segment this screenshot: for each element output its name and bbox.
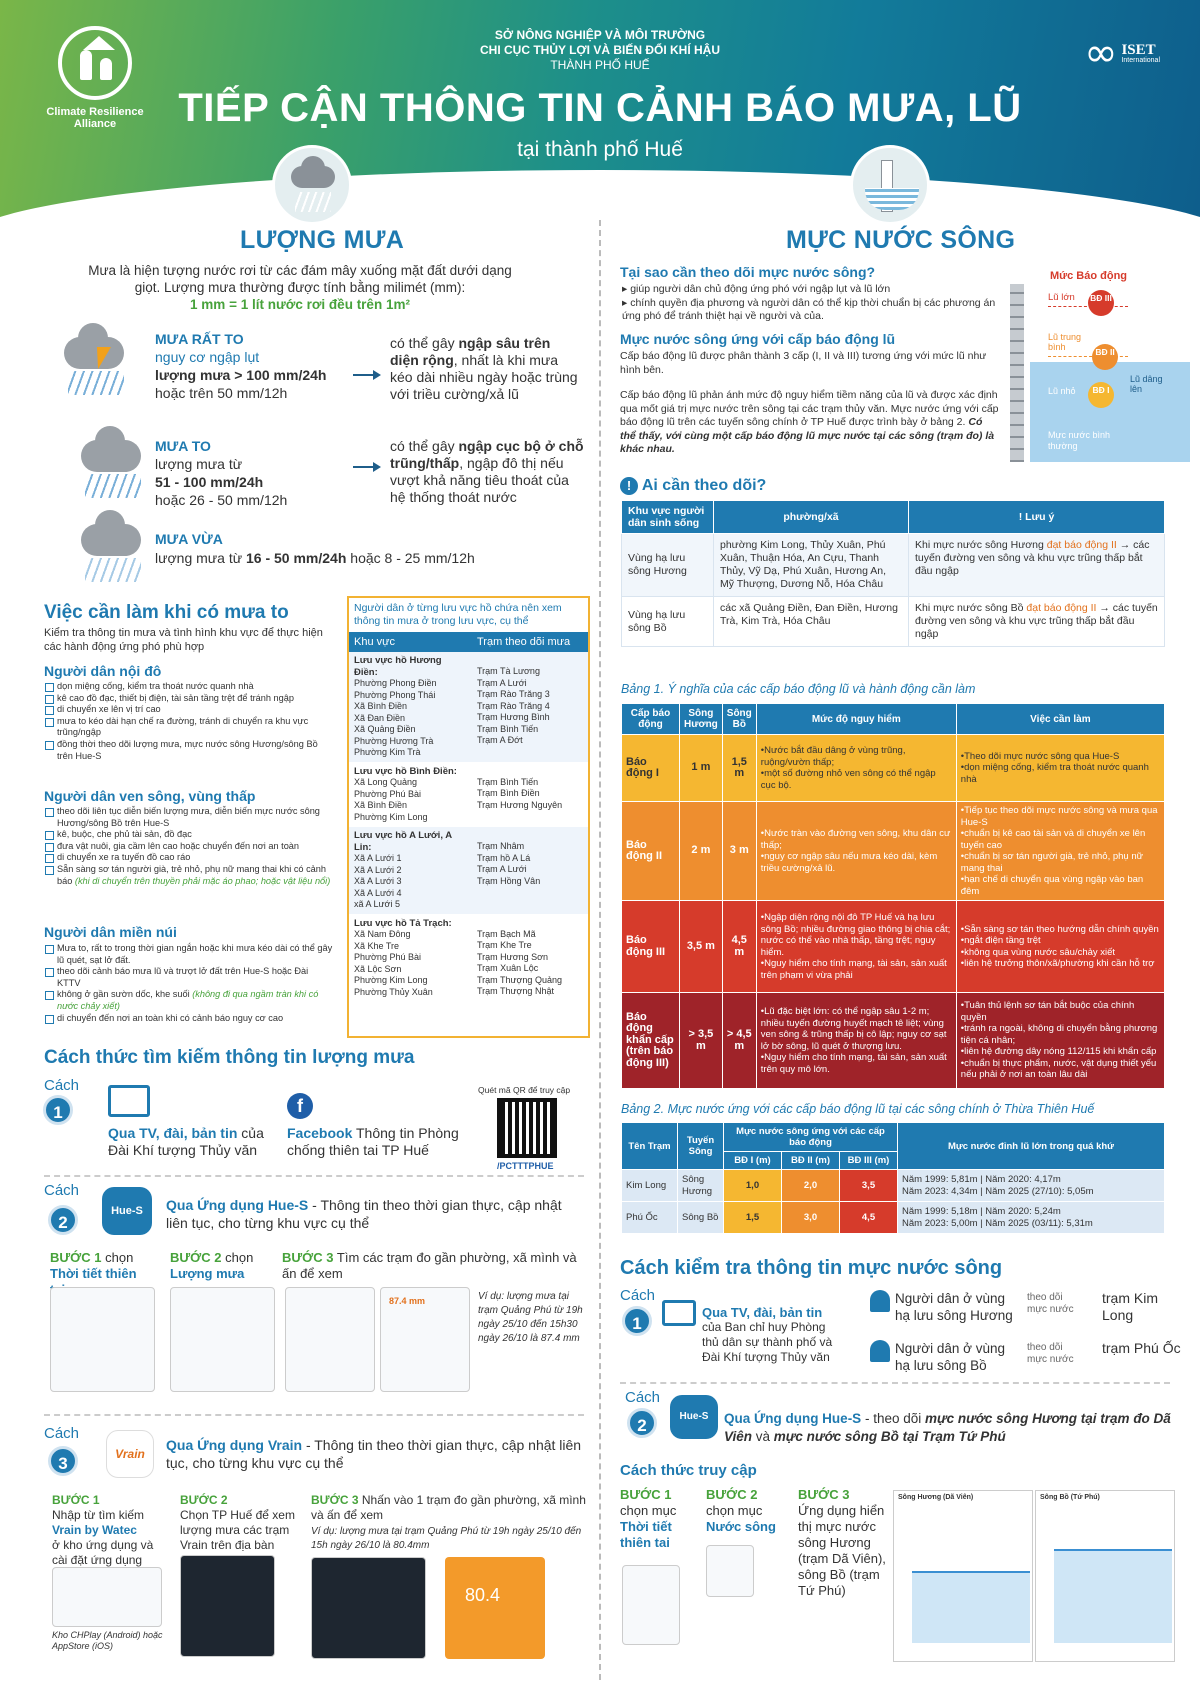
hue-s-screen-1 bbox=[50, 1287, 155, 1392]
table-row: Báo động khẩn cấp (trên báo động III) > 3,5 m > 4,5 m •Lũ đặc biệt lớn: có thể ngập sâu 1-2 m; nhiều tuyến đường huyết mạch tê liệt; vùng ven sông & trũng thấp bị cô lập; nguy cơ sạt lở bờ sông, lũ quét ở thượng lưu. •Nguy hiểm cho tính mạng, tài sản, sản xuất trên quy mô lớn. •Tuân thủ lệnh sơ tán bắt buộc của chính quyền •tránh ra ngoài, không di chuyển bằng phương tiện cá nhân; •liên hệ đường dây nóng 112/115 khi khẩn cấp •chuẩn bị thực phẩm, nước, vật dụng thiết yếu nếu phải ở nơi an toàn lâu dài bbox=[622, 993, 1165, 1089]
vrain-store-screen bbox=[52, 1567, 162, 1627]
m3-step-3: BƯỚC 3 Nhấn vào 1 trạm đo gần phường, xã mình và ấn để xem Ví dụ: lượng mưa tại trạm Quảng Phú từ 19h ngày 25/10 đến 15h ngày 26/10 là 80.4mm bbox=[311, 1493, 586, 1551]
river-method-2: Qua Ứng dụng Hue-S - theo dõi mực nước sông Hương tại trạm đo Dã Viên và mực nước sông Bồ tại Trạm Tứ Phú bbox=[724, 1411, 1171, 1444]
method-3-desc: Qua Ứng dụng Vrain - Thông tin theo thời gian thực, cập nhật liên tục, cho từng khu vực cụ thể bbox=[166, 1437, 582, 1471]
group-mountain-title: Người dân miền núi bbox=[44, 924, 177, 940]
m2-step-1: BƯỚC 1 chọn Thời tiết thiên bbox=[50, 1250, 137, 1281]
todo-title: Việc cần làm khi có mưa to bbox=[44, 602, 289, 623]
river-step-3: BƯỚC 3 Ứng dụng hiển thị mực nước sông Hương (trạm Dã Viên), sông Bồ (trạm Tứ Phú) bbox=[798, 1487, 886, 1598]
hue-s-screen-2 bbox=[170, 1287, 275, 1392]
station-level-table: Tên Trạm Tuyến Sông Mực nước sông ứng với các cấp báo động Mực nước đỉnh lũ lớn trong quá khứ BĐ I (m) BĐ II (m) BĐ III (m) Kim Long Sông Hương 1,0 2,0 3,5 Năm 1999: 5,81m | Năm 2020: 4,17m Năm 2023: 4,34m | Năm 2025 (27/10): 5,05m Phú Ốc Sông Bồ 1,5 3,0 4,5 Năm 1999: 5,18m | Năm 2020: 5,24m Năm 2023: 5,00m | Năm 2025 (03/11): 5,31m bbox=[621, 1122, 1165, 1234]
group-urban-title: Người dân nội đô bbox=[44, 663, 162, 679]
column-divider bbox=[599, 220, 601, 1680]
moderate-rain-icon bbox=[75, 520, 145, 585]
basin-stations-box: Người dân ở từng lưu vực hồ chứa nên xem thông tin mưa ở trong lưu vực, cụ thể Khu vực Trạm theo dõi mưa Lưu vực hồ Hương Điền: Phường Phong Điền Phường Phong Thái Xã Bình Điền Xã Đan Điền Xã Quảng Điền Phường Hương Trà Phường Kim Trà Trạm Tà Lương Trạm A Lưới Trạm Rào Trăng 3 Trạm Rào Trăng 4 Trạm Hương Bình Trạm Bình Tiến Trạm A Đớt Lưu vực hồ Bình Điền: Xã Long Quảng Phường Phú Bài Xã Bình Điền Phường Kim Long Trạm Bình Tiến Trạm Bình Điền Trạm Hương Nguyên Lưu vực hồ A Lưới, A Lin: Xã A Lưới 1 Xã A Lưới 2 Xã A Lưới 3 Xã A Lưới 4 xã A Lưới 5 Trạm Nhâm Trạm hồ A Lá Trạm A Lưới Trạm Hồng Vân Lưu vực hồ Tả Trạch: Xã Nam Đông Xã Khe Tre Phường Phú Bài Xã Lộc Sơn Phường Kim Long Phường Thủy Xuân Trạm Bạch Mã Trạm Khe Tre Trạm Hương Sơn Trạm Xuân Lộc Trạm Thượng Quảng Trạm Thượng Nhật bbox=[347, 596, 590, 1038]
tv-icon bbox=[108, 1085, 150, 1117]
table-row: Kim Long Sông Hương 1,0 2,0 3,5 Năm 1999: 5,81m | Năm 2020: 4,17m Năm 2023: 4,34m | Năm 2025 (27/10): 5,05m bbox=[622, 1170, 1165, 1202]
table-row: Báo động I 1 m 1,5 m •Nước bắt đầu dâng ở vùng trũng, ruộng/vườn thấp; •một số đường nhỏ ven sông có thể ngập cục bộ. •Theo dõi mực nước sông qua Hue-S •dọn miệng cống, kiểm tra thoát nước quanh nhà bbox=[622, 735, 1165, 802]
m3-step-1: BƯỚC 1 Nhập từ tìm kiếm Vrain by Watec ở kho ứng dụng và cài đặt ứng dụng bbox=[52, 1493, 154, 1567]
table-row: Báo động II 2 m 3 m •Nước tràn vào đường ven sông, khu dân cư thấp; •nguy cơ ngập sâu nếu mưa kéo dài, kèm triều cường/xả lũ. •Tiếp tục theo dõi mực nước sông và mưa qua Hue-S •chuẩn bị kê cao tài sản và di chuyển xe lên tuyến cao •chuẩn bị sơ tán người già, trẻ nhỏ, phụ nữ mang thai •hạn chế di chuyển qua vùng ngập vào ban đêm bbox=[622, 802, 1165, 901]
river-step-1: BƯỚC 1 chọn mục Thời tiết thiên tai bbox=[620, 1487, 677, 1550]
vrain-screen-3 bbox=[311, 1557, 426, 1659]
climate-resilience-logo: Climate Resilience Alliance bbox=[40, 26, 150, 130]
hue-s-weather-tile bbox=[622, 1565, 680, 1645]
group-riverside-list: theo dõi liên tục diễn biến lượng mưa, diễn biến mực nước sông Hương/sông Bồ trên Hue-S kê, buộc, che phủ tài sản, đồ đạc đưa vật nuôi, gia cầm lên cao hoặc chuyển đến nơi an toàn di chuyển xe ra tuyến đồ cao ráo Sẵn sàng sơ tán người già, trẻ nhỏ, phụ nữ mang thai khi có cảnh báo (khi di chuyển trên thuyền phải mặc áo phao; hoặc vật liệu nổi) bbox=[44, 806, 334, 887]
m2-step-3: BƯỚC 3 Tìm các trạm đo gần phường, xã mình và ấn để xem bbox=[282, 1250, 577, 1281]
why-title: Tại sao cần theo dõi mực nước sông? bbox=[620, 264, 876, 280]
river-method-1: Qua TV, đài, bản tin của Ban chỉ huy Phòng thủ dân sự thành phố và Đài Khí tượng Thủy văn bbox=[702, 1305, 833, 1364]
hue-s-app-icon[interactable]: Hue-S bbox=[670, 1395, 718, 1439]
chart-bo-river: Sông Bồ (Tứ Phú) bbox=[1035, 1490, 1175, 1662]
river-method-1-badge: 1 bbox=[622, 1306, 652, 1336]
rain-intro: Mưa là hiện tượng nước rơi từ các đám mây xuống mặt đất dưới dạng giọt. Lượng mưa thường được tính bằng milimét (mm): 1 mm = 1 lít nước rơi đều trên 1m² bbox=[88, 263, 512, 312]
iset-logo: ∞ ISET International bbox=[1084, 30, 1160, 76]
page-subtitle: tại thành phố Huế bbox=[517, 138, 683, 161]
alarm-desc: Cấp báo động lũ phản ánh mức độ nguy hiểm tiềm năng của lũ và được xác định qua mốt giá trị mực nước trên sông tại các trạm thủy văn. Mực nước ứng với cấp báo động lũ trên các tuyến sông chính ở TP Huế được trình bày ở bảng 2. Có thể thấy, với cùng một cấp báo động lũ mực nước tại các sông (trạm đo) là khác nhau. bbox=[620, 389, 999, 455]
organization-name: SỞ NÔNG NGHIỆP VÀ MÔI TRƯỜNG CHI CỤC THỦY LỢI VÀ BIẾN ĐỔI KHÍ HẬU THÀNH PHỐ HUẾ bbox=[479, 28, 721, 72]
hue-s-screen-4: 87.4 mm bbox=[380, 1287, 470, 1392]
person-icon bbox=[870, 1290, 890, 1312]
tv-icon bbox=[662, 1300, 696, 1326]
rain-level-moderate: MƯA VỪA lượng mưa từ 16 - 50 mm/24h hoặc 8 - 25 mm/12h bbox=[155, 531, 475, 566]
vrain-screen-4: 80.4 bbox=[445, 1557, 545, 1659]
group-mountain-list: Mưa to, rất to trong thời gian ngắn hoặc khi mưa kéo dài có thể gây lũ quét, sạt lở đất. theo dõi cảnh báo mưa lũ và trượt lở đất trên Hue-S hoặc Đài KTTV không ở gần sườn dốc, khe suối (không đi qua ngầm tràn khi có nước chảy xiết) di chuyển đến nơi an toàn khi có cảnh báo nguy cơ cao bbox=[44, 943, 334, 1024]
info-icon: ! bbox=[620, 477, 638, 495]
why-list: ▸ giúp người dân chủ động ứng phó với ngập lụt và lũ lớn ▸ chính quyền địa phương và người dân có thể kịp thời chuẩn bị các phương án ứng phó để tránh thiệt hại về người và của. bbox=[622, 283, 996, 322]
water-gauge-icon bbox=[850, 145, 930, 225]
header-banner bbox=[0, 0, 1200, 218]
hue-s-river-tile bbox=[706, 1545, 754, 1597]
rain-cloud-icon bbox=[272, 145, 352, 225]
hue-s-app-icon[interactable]: Hue-S bbox=[102, 1187, 152, 1235]
m3-step-2: BƯỚC 2 Chọn TP Huế để xem lượng mưa các trạm Vrain trên địa bàn bbox=[180, 1493, 295, 1552]
rain-level-heavy: MƯA TO lượng mưa từ 51 - 100 mm/24h hoặc 26 - 50 mm/12h bbox=[155, 438, 288, 508]
river-step-2: BƯỚC 2 chọn mục Nước sông bbox=[706, 1487, 776, 1534]
rain-level-heavy-effect: có thể gây ngập cục bộ ở chỗ trũng/thấp, ngập đô thị nếu vượt khả năng tiêu thoát của hệ thống thoát nước bbox=[390, 438, 584, 505]
river-section-title: MỰC NƯỚC SÔNG bbox=[786, 226, 1016, 254]
facebook-icon[interactable]: f bbox=[287, 1093, 313, 1119]
alarm-action-table: Cấp báo động Sông Hương Sông Bồ Mức độ nguy hiểm Việc cần làm Báo động I 1 m 1,5 m •Nước bắt đầu dâng ở vùng trũng, ruộng/vườn thấp; •một số đường nhỏ ven sông có thể ngập cục bộ. •Theo dõi mực nước sông qua Hue-S •dọn miệng cống, kiểm tra thoát nước quanh nhà Báo động II 2 m 3 m •Nước tràn vào đường ven sông, khu dân cư thấp; •nguy cơ ngập sâu nếu mưa kéo dài, kèm triều cường/xả lũ. •Tiếp tục theo dõi mực nước sông và mưa qua Hue-S •chuẩn bị kê cao tài sản và di chuyển xe lên tuyến cao •chuẩn bị sơ tán người già, trẻ nhỏ, phụ nữ mang thai •hạn chế di chuyển qua vùng ngập vào ban đêm Báo động III 3,5 m 4,5 m •Ngập diện rộng nội đô TP Huế và hạ lưu sông Bồ; nhiều đường giao thông bị chia cắt; nước có thể vào nhà thấp, tầng trệt; nguy hiểm. •Nguy hiểm cho tính mạng, tài sản, sản xuất trên phạm vi vừa phải •Sẵn sàng sơ tán theo hướng dẫn chính quyền •ngắt điện tầng trệt •không qua vùng nước sâu/chảy xiết •liên hệ trưởng thôn/xã/phường khi cần hỗ trợ Báo động khẩn cấp (trên báo động III) > 3,5 m > 4,5 m •Lũ đặc biệt lớn: có thể ngập sâu 1-2 m; nhiều tuyến đường huyết mạch tê liệt; vùng ven sông & trũng thấp bị cô lập; nguy cơ sạt lở bờ sông, lũ quét ở thượng lưu. •Nguy hiểm cho tính mạng, tài sản, sản xuất trên quy mô lớn. •Tuân thủ lệnh sơ tán bắt buộc của chính quyền •tránh ra ngoài, không di chuyển bằng phương tiện cá nhân; •liên hệ đường dây nóng 112/115 khi khẩn cấp •chuẩn bị thực phẩm, nước, vật dụng thiết yếu nếu phải ở nơi an toàn lâu dài bbox=[621, 703, 1165, 1089]
m2-step-2: BƯỚC 2 chọn Lượng mưa bbox=[170, 1250, 254, 1281]
rain-section-title: LƯỢNG MƯA bbox=[240, 226, 405, 254]
heavy-rain-icon bbox=[75, 436, 145, 501]
basin-table bbox=[349, 652, 588, 1002]
table-row: Vùng hạ lưu sông Bồ các xã Quảng Điền, Đan Điền, Hương Trà, Kim Trà, Hóa Châu Khi mực nước sông Bồ đạt báo động II → các tuyến đường ven sông và khu vực trũng thấp bắt đầu ngập bbox=[622, 597, 1165, 647]
method-1-badge: 1 bbox=[43, 1095, 73, 1125]
group-riverside-title: Người dân ven sông, vùng thấp bbox=[44, 788, 256, 804]
table-row: Phú Ốc Sông Bồ 1,5 3,0 4,5 Năm 1999: 5,18m | Năm 2020: 5,24m Năm 2023: 5,00m | Năm 2025 (03/11): 5,31m bbox=[622, 1202, 1165, 1234]
vrain-app-icon[interactable]: Vrain bbox=[106, 1430, 154, 1478]
flood-level-gauge: Mức Báo động Lũ lớn BĐ III Lũ trung bình BĐ II Lũ nhỏ BĐ I Lũ dâng lên Mực nước bình thường bbox=[1010, 270, 1190, 462]
method-1-tv: Qua TV, đài, bản tin của Đài Khí tượng Thủy văn bbox=[108, 1125, 264, 1158]
who-title: ! Ai cần theo dõi? bbox=[620, 477, 766, 495]
m2-example: Ví dụ: lượng mưa tại trạm Quảng Phú từ 19h ngày 25/10 đến 15h30 ngày 26/10 là 87.4 mm bbox=[478, 1291, 583, 1344]
page-title: TIẾP CẬN THÔNG TIN CẢNH BÁO MƯA, LŨ bbox=[178, 86, 1022, 130]
table-row: Báo động III 3,5 m 4,5 m •Ngập diện rộng nội đô TP Huế và hạ lưu sông Bồ; nhiều đường giao thông bị chia cắt; nước có thể vào nhà thấp, tầng trệt; nguy hiểm. •Nguy hiểm cho tính mạng, tài sản, sản xuất trên phạm vi vừa phải •Sẵn sàng sơ tán theo hướng dẫn chính quyền •ngắt điện tầng trệt •không qua vùng nước sâu/chảy xiết •liên hệ trưởng thôn/xã/phường khi cần hỗ trợ bbox=[622, 901, 1165, 993]
rain-level-very-heavy-effect: có thể gây ngập sâu trên diện rộng, nhất là khi mưa kéo dài nhiều ngày hoặc trùng với triều cường/xả lũ bbox=[390, 335, 578, 402]
rain-level-very-heavy: MƯA RẤT TO nguy cơ ngập lụt lượng mưa > 100 mm/24h hoặc trên 50 mm/12h bbox=[155, 331, 327, 401]
basin-row: Lưu vực hồ Hương Điền: Phường Phong Điền Phường Phong Thái Xã Bình Điền Xã Đan Điền Xã Quảng Điền Phường Hương Trà Phường Kim Trà Trạm Tà Lương Trạm A Lưới Trạm Rào Trăng 3 Trạm Rào Trăng 4 Trạm Hương Bình Trạm Bình Tiến Trạm A Đớt bbox=[349, 652, 588, 763]
vrain-screen-2 bbox=[180, 1555, 275, 1657]
alarm-title: Mực nước sông ứng với cấp báo động lũ bbox=[620, 331, 896, 347]
check-title: Cách kiểm tra thông tin mực nước sông bbox=[620, 1257, 1003, 1279]
chart-huong-river: Sông Hương (Dã Viên) bbox=[893, 1490, 1033, 1662]
todo-desc: Kiểm tra thông tin mưa và tình hình khu vực để thực hiện các hành động ứng phó phù hợp bbox=[44, 627, 323, 653]
search-title: Cách thức tìm kiếm thông tin lượng mưa bbox=[44, 1047, 415, 1068]
who-table: Khu vực người dân sinh sống phường/xã ! Lưu ý Vùng hạ lưu sông Hương phường Kim Long, Thủy Xuân, Phú Xuân, Thuận Hóa, An Cựu, Thanh Thủy, Vỹ Dạ, Phú Xuân, Hương An, Mỹ Thượng, Dương Nỗ, Hóa Châu Khi mực nước sông Hương đạt báo động II → các tuyến đường ven sông và khu vực trũng thấp bắt đầu ngập Vùng hạ lưu sông Bồ các xã Quảng Điền, Đan Điền, Hương Trà, Kim Trà, Hóa Châu Khi mực nước sông Bồ đạt báo động II → các tuyến đường ven sông và khu vực trũng thấp bắt đầu ngập bbox=[621, 500, 1165, 647]
table-row: Vùng hạ lưu sông Hương phường Kim Long, Thủy Xuân, Phú Xuân, Thuận Hóa, An Cựu, Thanh Thủy, Vỹ Dạ, Phú Xuân, Hương An, Mỹ Thượng, Dương Nỗ, Hóa Châu Khi mực nước sông Hương đạt báo động II → các tuyến đường ven sông và khu vực trũng thấp bắt đầu ngập bbox=[622, 534, 1165, 597]
method-1-facebook: Facebook Thông tin Phòng chống thiên tai TP Huế bbox=[287, 1125, 459, 1158]
heavy-rain-storm-icon bbox=[58, 333, 128, 398]
basin-row: Lưu vực hồ A Lưới, A Lin: Xã A Lưới 1 Xã A Lưới 2 Xã A Lưới 3 Xã A Lưới 4 xã A Lưới 5 Trạm Nhâm Trạm hồ A Lá Trạm A Lưới Trạm Hồng Vân bbox=[349, 827, 588, 915]
person-icon bbox=[870, 1340, 890, 1362]
hue-s-screen-3 bbox=[285, 1287, 375, 1392]
qr-code[interactable] bbox=[497, 1098, 557, 1158]
method-2-desc: Qua Ứng dụng Hue-S - Thông tin theo thời gian thực, cập nhật liên tục, cho từng khu vực cụ thể bbox=[166, 1197, 562, 1231]
method-2-badge: 2 bbox=[48, 1205, 78, 1235]
method-3-badge: 3 bbox=[48, 1446, 78, 1476]
basin-row: Lưu vực hồ Tả Trạch: Xã Nam Đông Xã Khe Tre Phường Phú Bài Xã Lộc Sơn Phường Kim Long Phường Thủy Xuân Trạm Bạch Mã Trạm Khe Tre Trạm Hương Sơn Trạm Xuân Lộc Trạm Thượng Quảng Trạm Thượng Nhật bbox=[349, 915, 588, 1003]
basin-row: Lưu vực hồ Bình Điền: Xã Long Quảng Phường Phú Bài Xã Bình Điền Phường Kim Long Trạm Bình Tiến Trạm Bình Điền Trạm Hương Nguyên bbox=[349, 763, 588, 828]
river-method-2-badge: 2 bbox=[627, 1408, 657, 1438]
group-urban-list: dọn miệng cống, kiểm tra thoát nước quanh nhà kê cao đồ đạc, thiết bị điện, tài sản tầng trệt để tránh ngập di chuyển xe lên vị trí cao mưa to kéo dài hạn chế ra đường, tránh di chuyển ra khu vực trũng/ngập đồng thời theo dõi lượng mưa, mực nước sông Hương/sông Bồ trên Hue-S bbox=[44, 681, 334, 762]
